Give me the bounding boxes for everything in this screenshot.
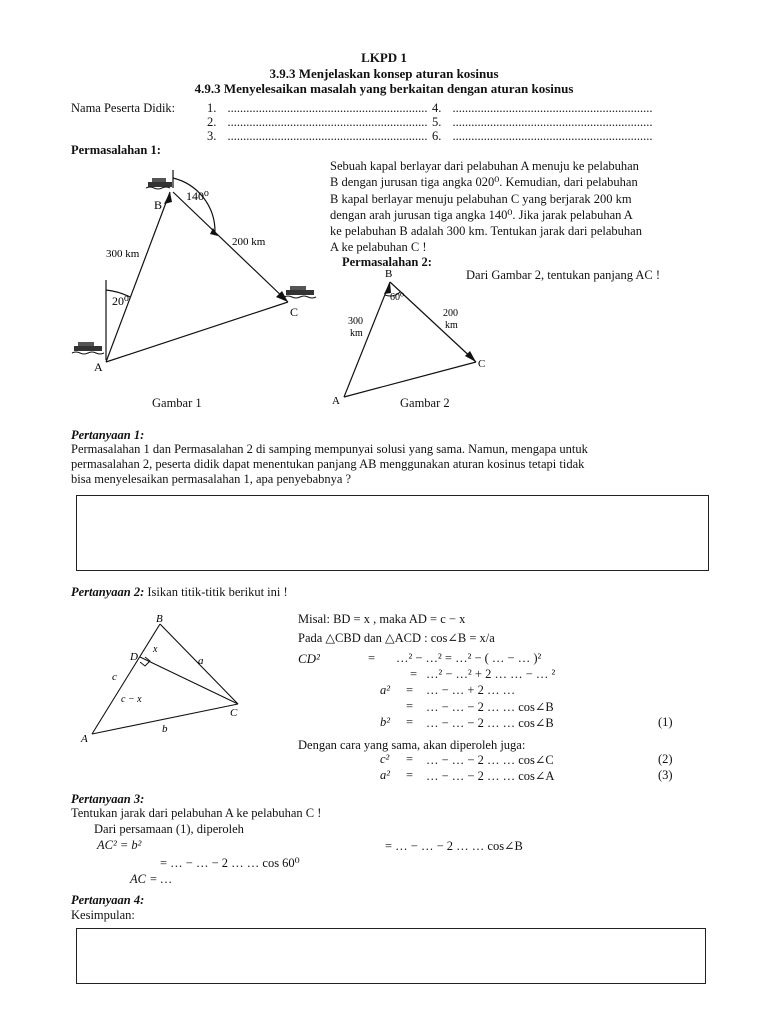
figure-1-diagram — [60, 160, 330, 420]
objective-1: 3.9.3 Menjelaskan konsep aturan kosinus — [269, 66, 499, 81]
vertex-c-2: C — [478, 358, 486, 370]
name-row-6[interactable]: 6. ................................................................ — [432, 129, 653, 143]
derivation-block: CD² = …² − …² = …² − ( … − … )² = …² − …² + 2 … … − … ² a² = … − … + 2 … … = … − … − 2 … … cos∠B b² = … − … − 2 … … cos∠B (1) — [298, 651, 673, 730]
question-3-eq2: = … − … − 2 … … cos 60⁰ — [160, 856, 300, 870]
page-title: LKPD 1 — [361, 50, 407, 65]
svg-text:A: A — [81, 733, 88, 745]
segment-ab-2 — [344, 282, 390, 397]
name-row-2[interactable]: 2. ................................................................ — [207, 115, 428, 129]
segment-ab — [106, 192, 170, 362]
question-1-text: Permasalahan 1 dan Permasalahan 2 di samping mempunyai solusi yang sama. Namun, mengapa untuk permasalahan 2, peserta didik dapat menentukan panjang AB menggunakan aturan kosinus tetapi tidak bisa menyelesaikan permasalahan 1, apa penyebabnya ? — [71, 442, 588, 486]
question-2-heading: Pertanyaan 2: — [71, 585, 145, 599]
label-ab-2b: km — [350, 328, 363, 339]
svg-text:D: D — [130, 651, 138, 663]
figure-2-caption: Gambar 2 — [400, 396, 450, 410]
names-label: Nama Peserta Didik: — [71, 101, 176, 115]
question-3-eq1-lhs: AC² = b² — [97, 838, 142, 852]
altitude-cd — [140, 657, 238, 704]
segment-ac-2 — [344, 362, 476, 397]
svg-text:C: C — [230, 707, 238, 719]
question-3-line1: Tentukan jarak dari pelabuhan A ke pelabuhan C ! — [71, 806, 322, 820]
question-3-heading: Pertanyaan 3: — [71, 792, 145, 806]
name-row-4[interactable]: 4. ................................................................ — [432, 101, 653, 115]
segment-bc — [173, 192, 288, 302]
angle-label-b-2: 60⁰ — [390, 292, 405, 303]
vertex-b-2: B — [385, 268, 393, 280]
problem-2-heading: Permasalahan 2: — [342, 255, 432, 269]
svg-text:B: B — [156, 613, 163, 625]
question-4-heading: Pertanyaan 4: — [71, 893, 145, 907]
vertex-b: B — [154, 198, 163, 212]
problem-1-heading: Permasalahan 1: — [71, 143, 161, 157]
figure-3-diagram — [78, 610, 258, 745]
question-3-line2: Dari persamaan (1), diperoleh — [94, 822, 244, 836]
arrow-b — [164, 192, 172, 204]
question-3-eq1-rhs: = … − … − 2 … … cos∠B — [385, 839, 523, 853]
svg-text:a: a — [198, 655, 204, 667]
problem-2-text: Dari Gambar 2, tentukan panjang AC ! — [466, 268, 661, 282]
svg-text:x: x — [153, 644, 158, 655]
question-1-heading: Pertanyaan 1: — [71, 428, 145, 442]
angle-label-a: 20⁰ — [112, 294, 129, 308]
svg-text:c − x: c − x — [121, 694, 142, 705]
vertex-a-2: A — [332, 395, 340, 407]
ship-icon-c — [284, 286, 316, 298]
answer-box-1[interactable] — [76, 495, 709, 571]
label-bc-2b: km — [445, 320, 458, 331]
ship-icon-b — [146, 178, 172, 189]
question-2-line — [71, 585, 288, 600]
name-row-1[interactable]: 1. ................................................................ — [207, 101, 428, 115]
figure-2-diagram — [330, 262, 500, 412]
ship-icon-a — [72, 342, 104, 354]
misal-line: Misal: BD = x , maka AD = c − x — [298, 612, 466, 626]
name-row-3[interactable]: 3. ................................................................ — [207, 129, 428, 143]
derivation-block-2: c² = … − … − 2 … … cos∠C (2) a² = … − … − 2 … … cos∠A (3) — [380, 752, 673, 783]
label-ab-2a: 300 — [348, 316, 363, 327]
objective-2: 4.9.3 Menyelesaikan masalah yang berkaitan dengan aturan kosinus — [194, 81, 574, 96]
svg-text:b: b — [162, 723, 168, 735]
svg-text:c: c — [112, 671, 117, 683]
label-ab: 300 km — [106, 248, 140, 260]
problem-1-text: Sebuah kapal berlayar dari pelabuhan A menuju ke pelabuhan B dengan jurusan tiga angka 020⁰. Kemudian, dari pelabuhan B kapal berlayar menuju pelabuhan C yang berjarak 200 km dengan arah jurusan tiga angka 140⁰. Jika jarak pelabuhan A ke pelabuhan B adalah 300 km. Tentukan jarak dari pelabuhan A ke pelabuhan C ! — [330, 159, 642, 255]
conclusion-label: Kesimpulan: — [71, 908, 135, 922]
pada-line: Pada △CBD dan △ACD : cos∠B = x/a — [298, 631, 495, 645]
question-3-eq3: AC = … — [130, 872, 172, 886]
answer-box-conclusion[interactable] — [76, 928, 706, 984]
vertex-a: A — [94, 360, 103, 374]
figure-1-caption: Gambar 1 — [152, 396, 202, 410]
vertex-c: C — [290, 305, 299, 319]
name-row-5[interactable]: 5. ................................................................ — [432, 115, 653, 129]
same-way-line: Dengan cara yang sama, akan diperoleh juga: — [298, 738, 526, 752]
angle-label-b: 140⁰ — [186, 189, 209, 203]
segment-ac — [106, 302, 288, 362]
label-bc: 200 km — [232, 236, 266, 248]
label-bc-2a: 200 — [443, 308, 458, 319]
angle-arc-b — [173, 178, 215, 232]
question-2-text: Isikan titik-titik berikut ini ! — [147, 585, 288, 599]
